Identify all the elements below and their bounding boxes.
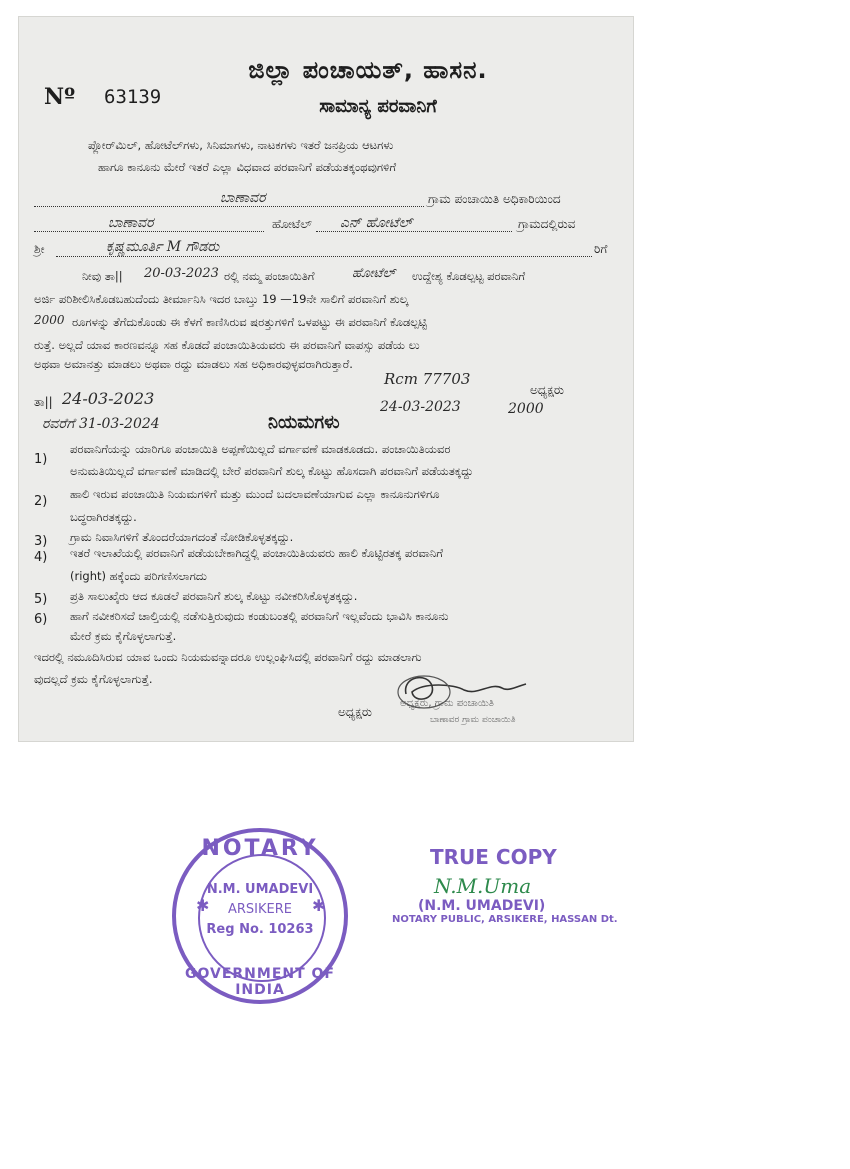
rule-3-number: 3) (34, 534, 48, 549)
true-copy-name: (N.M. UMADEVI) (418, 898, 546, 914)
seal-star-left-icon: ✱ (196, 896, 210, 915)
signature-stamp-line-2: ಬಾಣಾವರ ಗ್ರಾಮ ಪಂಚಾಯಿತಿ (430, 715, 516, 725)
village-suffix: ಗ್ರಾಮದಲ್ಲಿರುವ (518, 217, 576, 231)
rule-3-line-1: ಗ್ರಾಮ ನಿವಾಸಿಗಳಿಗೆ ತೊಂದರೆಯಾಗದಂತೆ ನೋಡಿಕೊಳ್ಳತಕ್ಕದ್ದು. (70, 530, 294, 544)
panchayat-suffix: ಗ್ರಾಮ ಪಂಚಾಯಿತಿ ಅಧಿಕಾರಿಯಿಂದ (428, 192, 561, 206)
body-line-3: ರೂಗಳನ್ನು ತೆಗೆದುಕೊಂಡು ಈ ಕೆಳಗೆ ಕಾಣಿಸಿರುವ ಷರತ್ತುಗಳಿಗೆ ಒಳಪಟ್ಟು ಈ ಪರವಾನಿಗೆ ಕೊಡಲ್ಪಟ್ಟಿ (72, 315, 427, 329)
page-title: ಜಿಲ್ಲಾ ಪಂಚಾಯತ್, ಹಾಸನ. (248, 56, 488, 84)
body-line-1a: ನೀವು ತಾ|| (82, 269, 123, 283)
signature-president-label: ಅಧ್ಯಕ್ಷರು (338, 705, 372, 719)
rule-2-number: 2) (34, 494, 48, 509)
hotel-blank (316, 231, 512, 232)
true-copy-title: NOTARY PUBLIC, ARSIKERE, HASSAN Dt. (392, 914, 618, 925)
body-line-1b: ರಲ್ಲಿ ನಮ್ಮ ಪಂಚಾಯಿತಿಗೆ (224, 269, 315, 283)
seal-star-right-icon: ✱ (312, 896, 326, 915)
rule-4-number: 4) (34, 550, 48, 565)
receipt-amount: 2000 (508, 401, 544, 417)
rule-6-line-1: ಹಾಗೆ ನವೀಕರಿಸದೆ ಚಾಲ್ತಿಯಲ್ಲಿ ನಡೆಸುತ್ತಿರುವುದು ಕಂಡುಬಂತಲ್ಲಿ ಪರವಾನಿಗೆ ಇಲ್ಲವೆಂದು ಭಾವಿಸಿ ಕಾನೂನು (70, 609, 449, 623)
true-copy-heading: TRUE COPY (430, 845, 557, 869)
notary-seal-bottom-text: GOVERNMENT OF INDIA (184, 966, 335, 998)
holder-suffix: ರಿಗೆ (594, 242, 608, 256)
rule-1-number: 1) (34, 452, 48, 467)
rule-2-line-1: ಹಾಲಿ ಇರುವ ಪಂಚಾಯಿತಿ ನಿಯಮಗಳಿಗೆ ಮತ್ತು ಮುಂದೆ ಬದಲಾವಣೆಯಾಗುವ ಎಲ್ಲಾ ಕಾನೂನುಗಳಿಗೂ (70, 487, 440, 501)
description-line-1: ಪ್ಲೋರ್‌ಮಿಲ್, ಹೋಟೆಲ್‌ಗಳು, ಸಿನಿಮಾಗಳು, ನಾಟಕಗಳು ಇತರೆ ಜನಪ್ರಿಯ ಆಟಗಳು (88, 138, 394, 152)
body-line-5: ಅಥವಾ ಅಮಾನತ್ತು ಮಾಡಲು ಅಥವಾ ರದ್ದು ಮಾಡಲು ಸಹ ಅಧಿಕಾರವುಳ್ಳವರಾಗಿರುತ್ತಾರೆ. (34, 357, 353, 371)
hotel-name-handwritten: ಎನ್ ಹೋಟೆಲ್ (340, 215, 413, 231)
purpose-handwritten: ಹೋಟೆಲ್ (352, 266, 396, 281)
rule-6-number: 6) (34, 612, 48, 627)
serial-number: 63139 (104, 86, 162, 108)
closing-line-2: ವುದಲ್ಲದೆ ಕ್ರಮ ಕೈಗೊಳ್ಳಲಾಗುತ್ತೆ. (34, 672, 153, 686)
sri-prefix: ಶ್ರೀ (34, 242, 45, 256)
holder-handwritten: ಕೃಷ್ಣಮೂರ್ತಿ M ಗೌಡರು (106, 239, 220, 255)
notary-seal-title: NOTARY (201, 836, 319, 861)
description-line-2: ಹಾಗೂ ಕಾನೂನು ಮೇರೆ ಇತರೆ ಎಲ್ಲಾ ವಿಧವಾದ ಪರವಾನಿಗೆ ಪಡೆಯತಕ್ಕಂಥವುಗಳಿಗೆ (98, 160, 397, 174)
rule-1-line-1: ಪರವಾನಿಗೆಯನ್ನು ಯಾರಿಗೂ ಪಂಚಾಯಿತಿ ಅಪ್ಪಣೆಯಿಲ್ಲದೆ ವರ್ಗಾವಣೆ ಮಾಡಕೂಡದು. ಪಂಚಾಯಿತಿಯವರ (70, 442, 451, 456)
rule-5-number: 5) (34, 592, 48, 607)
body-line-4: ರುತ್ತೆ. ಅಲ್ಲದೆ ಯಾವ ಕಾರಣವನ್ನೂ ಸಹ ಕೊಡದೆ ಪಂಚಾಯಿತಿಯವರು ಈ ಪರವಾನಿಗೆ ವಾಪಸ್ಸು ಪಡೆಯ ಲು (34, 338, 420, 352)
closing-line-1: ಇದರಲ್ಲಿ ನಮೂದಿಸಿರುವ ಯಾವ ಒಂದು ನಿಯಮವನ್ನಾದರೂ ಉಲ್ಲಂಘಿಸಿದಲ್ಲಿ ಪರವಾನಿಗೆ ರದ್ದು ಮಾಡಲಾಗು (34, 650, 422, 664)
notary-seal-inner-ring (198, 854, 326, 982)
date-label: ತಾ|| (34, 395, 53, 409)
panchayat-blank (34, 206, 424, 207)
hotel-label: ಹೋಟೆಲ್ (272, 217, 312, 231)
rule-4-line-2: (right) ಹಕ್ಕೆಂದು ಪರಿಗಣಿಸಲಾಗದು (70, 569, 207, 583)
serial-label: Nº (44, 84, 76, 110)
village-handwritten: ಬಾಣಾವರ (108, 215, 154, 231)
rule-4-line-1: ಇತರೆ ಇಲಾಖೆಯಲ್ಲಿ ಪರವಾನಿಗೆ ಪಡೆಯಬೇಕಾಗಿದ್ದಲ್ಲಿ ಪಂಚಾಯಿತಿಯವರು ಹಾಲಿ ಕೊಟ್ಟಿರತಕ್ಕ ಪರವಾನಿಗೆ (70, 546, 443, 560)
village-blank (34, 231, 264, 232)
page-subtitle: ಸಾಮಾನ್ಯ ಪರವಾನಿಗೆ (319, 96, 437, 117)
receipt-president-label: ಅಧ್ಯಕ್ಷರು (530, 383, 564, 397)
notary-seal (172, 828, 348, 1004)
receipt-date: 24-03-2023 (380, 399, 461, 415)
notary-seal-place: ARSIKERE (228, 902, 292, 917)
rule-6-line-2: ಮೇರೆ ಕ್ರಮ ಕೈಗೊಳ್ಳಲಾಗುತ್ತೆ. (70, 629, 177, 643)
signature-stamp-line-1: ಅಧ್ಯಕ್ಷರು, ಗ್ರಾಮ ಪಂಚಾಯಿತಿ (400, 698, 494, 709)
rules-heading: ನಿಯಮಗಳು (268, 412, 340, 433)
panchayat-handwritten: ಬಾಣಾವರ (220, 190, 266, 206)
application-date: 20-03-2023 (144, 266, 219, 281)
notary-seal-name: N.M. UMADEVI (206, 882, 314, 897)
validity-date: ರವರೆಗೆ 31-03-2024 (42, 416, 160, 432)
issue-date: 24-03-2023 (62, 389, 155, 408)
body-line-1c: ಉದ್ದೇಶ್ಯ ಕೊಡಲ್ಪಟ್ಟ ಪರವಾನಿಗೆ (412, 269, 526, 283)
rule-1-line-2: ಅನುಮತಿಯಿಲ್ಲದೆ ವರ್ಗಾವಣೆ ಮಾಡಿದಲ್ಲಿ ಬೇರೆ ಪರವಾನಿಗೆ ಶುಲ್ಕ ಕೊಟ್ಟು ಹೊಸದಾಗಿ ಪರವಾನಿಗೆ ಪಡೆಯತಕ್ಕದ್ದು (70, 464, 474, 478)
rule-2-line-2: ಬದ್ಧರಾಗಿರತಕ್ಕದ್ದು. (70, 510, 137, 524)
holder-blank (56, 256, 592, 257)
body-line-2: ಅರ್ಜಿ ಪರಿಶೀಲಿಸಿಕೊಡಬಹುದೆಂದು ತೀರ್ಮಾನಿಸಿ ಇದರ ಬಾಬ್ತು 19 —19ನೇ ಸಾಲಿಗೆ ಪರವಾನಿಗೆ ಶುಲ್ಕ (34, 292, 409, 306)
notary-seal-reg: Reg No. 10263 (206, 922, 314, 937)
rule-5-line-1: ಪ್ರತಿ ಸಾಲುಖೈರು ಆದ ಕೂಡಲೆ ಪರವಾನಿಗೆ ಶುಲ್ಕ ಕೊಟ್ಟು ನವೀಕರಿಸಿಕೊಳ್ಳತಕ್ಕದ್ದು. (70, 589, 358, 603)
fee-amount: 2000 (34, 313, 65, 327)
true-copy-signature: N.M.Uma (434, 874, 532, 898)
receipt-number: Rcm 77703 (384, 370, 471, 388)
